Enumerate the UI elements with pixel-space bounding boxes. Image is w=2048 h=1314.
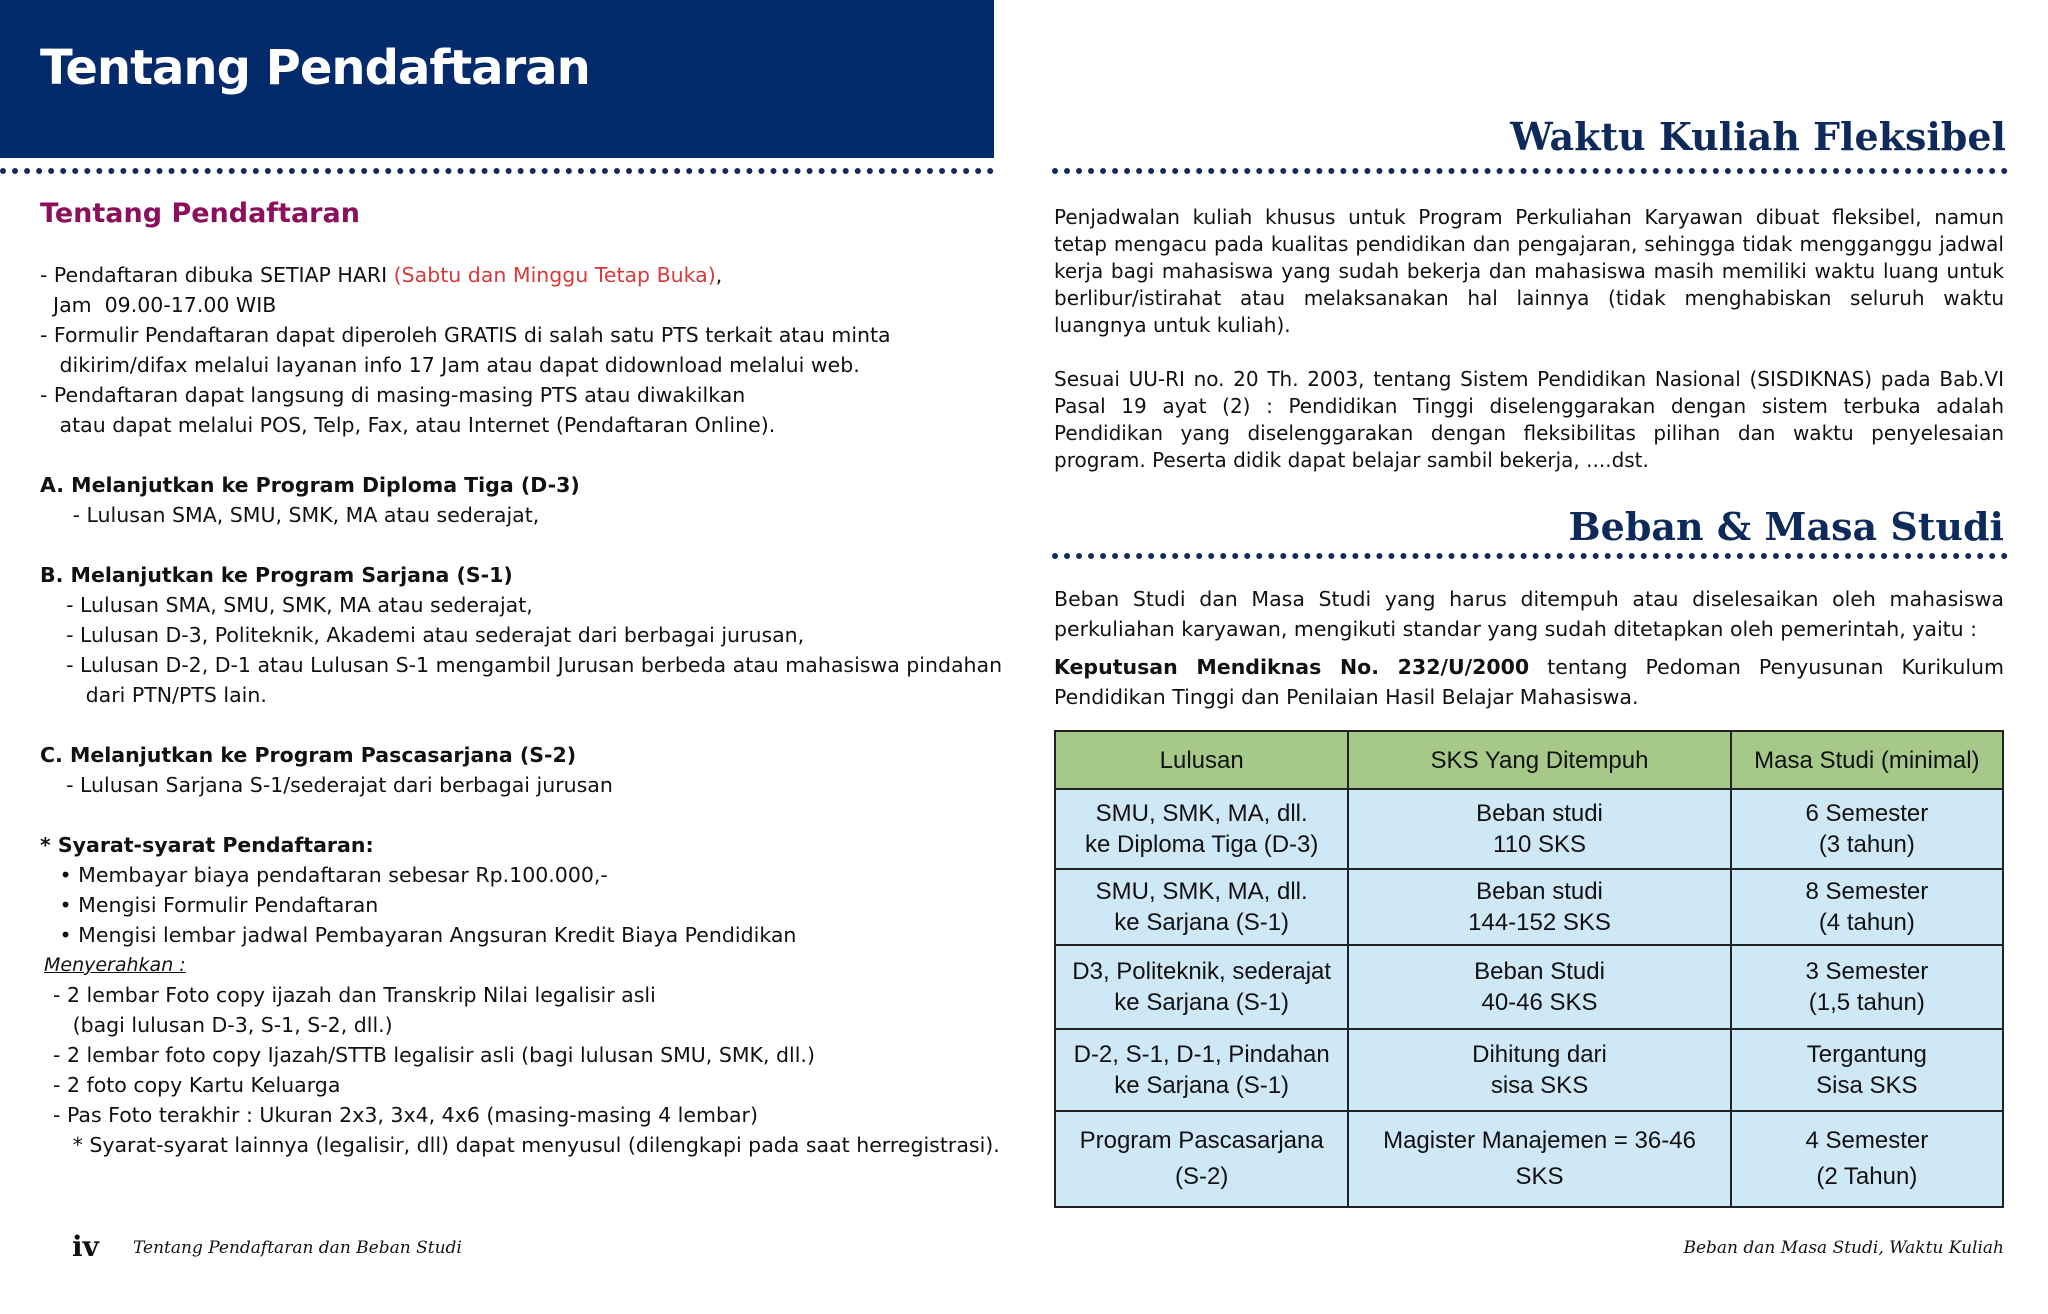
submit-item: - Pas Foto terakhir : Ukuran 2x3, 3x4, 4x6 (masing-masing 4 lembar): [40, 1103, 758, 1127]
registration-info: [40, 260, 1003, 1160]
program-c-item: - Lulusan Sarjana S-1/sederajat dari berbagai jurusan: [40, 773, 613, 797]
text: tentang Pedoman Penyusunan Kurikulum Pendidikan Tinggi dan Penilaian Hasil Belajar Mahasiswa.: [1054, 655, 2004, 709]
table-row: [1055, 789, 2003, 869]
requirements-title: * Syarat-syarat Pendaftaran:: [40, 833, 374, 857]
page-title: Tentang Pendaftaran: [40, 40, 590, 96]
submit-item: * Syarat-syarat lainnya (legalisir, dll) dapat menyusul (dilengkapi pada saat herregistrasi).: [40, 1133, 1000, 1157]
column-header: Masa Studi (minimal): [1731, 731, 2003, 789]
table-cell: Program Pascasarjana (S-2): [1055, 1111, 1348, 1207]
right-dotted-divider: [1052, 168, 2008, 174]
program-b-title: B. Melanjutkan ke Program Sarjana (S-1): [40, 563, 513, 587]
info-line: Jam 09.00-17.00 WIB: [40, 293, 277, 317]
table-cell: D3, Politeknik, sederajat ke Sarjana (S-1): [1055, 945, 1348, 1029]
program-b-item: - Lulusan D-3, Politeknik, Akademi atau sederajat dari berbagai jurusan,: [40, 623, 805, 647]
table-cell: 4 Semester (2 Tahun): [1731, 1111, 2003, 1207]
info-line: atau dapat melalui POS, Telp, Fax, atau Internet (Pendaftaran Online).: [40, 413, 776, 437]
submit-item: (bagi lulusan D-3, S-1, S-2, dll.): [40, 1013, 393, 1037]
program-c-title: C. Melanjutkan ke Program Pascasarjana (S-2): [40, 743, 577, 767]
table-row: [1055, 1111, 2003, 1207]
table-row: [1055, 1029, 2003, 1111]
info-line: - Formulir Pendaftaran dapat diperoleh GRATIS di salah satu PTS terkait atau minta: [40, 323, 891, 347]
table-cell: Beban studi 110 SKS: [1348, 789, 1730, 869]
table-row: [1055, 945, 2003, 1029]
beban-heading: Beban & Masa Studi: [1568, 504, 2004, 549]
submit-item: - 2 foto copy Kartu Keluarga: [40, 1073, 341, 1097]
table-cell: Beban Studi 40-46 SKS: [1348, 945, 1730, 1029]
program-a-title: A. Melanjutkan ke Program Diploma Tiga (D-3): [40, 473, 580, 497]
footer-right: Beban dan Masa Studi, Waktu Kuliah: [1683, 1238, 2004, 1258]
column-header: SKS Yang Ditempuh: [1348, 731, 1730, 789]
table-cell: SMU, SMK, MA, dll. ke Diploma Tiga (D-3): [1055, 789, 1348, 869]
spacer: [40, 440, 990, 470]
text: - Pendaftaran dibuka SETIAP HARI: [40, 263, 394, 287]
spacer: [40, 530, 990, 560]
program-b-item: - Lulusan D-2, D-1 atau Lulusan S-1 mengambil Jurusan berbeda atau mahasiswa pindahan: [40, 653, 1003, 677]
table-row: [1055, 869, 2003, 945]
program-b-item: - Lulusan SMA, SMU, SMK, MA atau sederajat,: [40, 593, 533, 617]
section-heading: Tentang Pendaftaran: [40, 198, 360, 229]
submit-item: - 2 lembar foto copy Ijazah/STTB legalisir asli (bagi lulusan SMU, SMK, dll.): [40, 1043, 815, 1067]
weekend-note: (Sabtu dan Minggu Tetap Buka): [393, 263, 716, 287]
page-number: iv: [72, 1230, 99, 1263]
footer-left: Tentang Pendaftaran dan Beban Studi: [133, 1238, 462, 1258]
beban-paragraph-1: Beban Studi dan Masa Studi yang harus ditempuh atau diselesaikan oleh mahasiswa perkuliahan karyawan, mengikuti standar yang sudah ditetapkan oleh pemerintah, yaitu :: [1054, 587, 2004, 641]
table-header-row: [1055, 731, 2003, 789]
text: ,: [715, 263, 723, 287]
info-line: [40, 260, 990, 290]
waktu-paragraph-2: Sesuai UU-RI no. 20 Th. 2003, tentang Sistem Pendidikan Nasional (SISDIKNAS) pada Bab.VI Pasal 19 ayat (2) : Pendidikan Tinggi diselenggarakan dengan sistem terbuka adalah Pendidikan yang diselenggarakan dengan fleksibilitas pilihan dan waktu penyelesaian program. Peserta didik dapat belajar sambil bekerja, ....dst.: [1054, 367, 2004, 472]
requirement-item: • Mengisi lembar jadwal Pembayaran Angsuran Kredit Biaya Pendidikan: [40, 923, 797, 947]
table-cell: Magister Manajemen = 36-46 SKS: [1348, 1111, 1730, 1207]
column-header: Lulusan: [1055, 731, 1348, 789]
beban-paragraph-2: [1054, 652, 2004, 712]
program-a-item: - Lulusan SMA, SMU, SMK, MA atau sederajat,: [40, 503, 540, 527]
info-line: dikirim/difax melalui layanan info 17 Jam atau dapat didownload melalui web.: [40, 353, 860, 377]
program-b-item: dari PTN/PTS lain.: [40, 683, 267, 707]
table-cell: SMU, SMK, MA, dll. ke Sarjana (S-1): [1055, 869, 1348, 945]
submit-title: Menyerahkan :: [44, 954, 186, 976]
left-dotted-divider: [0, 168, 994, 174]
table-cell: 8 Semester (4 tahun): [1731, 869, 2003, 945]
table-cell: 6 Semester (3 tahun): [1731, 789, 2003, 869]
table-cell: D-2, S-1, D-1, Pindahan ke Sarjana (S-1): [1055, 1029, 1348, 1111]
submit-item: - 2 lembar Foto copy ijazah dan Transkrip Nilai legalisir asli: [40, 983, 656, 1007]
requirement-item: • Membayar biaya pendaftaran sebesar Rp.100.000,-: [40, 863, 608, 887]
table-cell: Dihitung dari sisa SKS: [1348, 1029, 1730, 1111]
decree-reference: Keputusan Mendiknas No. 232/U/2000: [1054, 655, 1530, 679]
requirement-item: • Mengisi Formulir Pendaftaran: [40, 893, 379, 917]
right-dotted-divider-2: [1052, 553, 2008, 559]
info-line: - Pendaftaran dapat langsung di masing-masing PTS atau diwakilkan: [40, 383, 746, 407]
spacer: [40, 800, 990, 830]
table-cell: Beban studi 144-152 SKS: [1348, 869, 1730, 945]
waktu-heading: Waktu Kuliah Fleksibel: [1510, 114, 2006, 159]
table-cell: 3 Semester (1,5 tahun): [1731, 945, 2003, 1029]
waktu-paragraph-1: Penjadwalan kuliah khusus untuk Program Perkuliahan Karyawan dibuat fleksibel, namun tetap mengacu pada kualitas pendidikan dan pengajaran, sehingga tidak mengganggu jadwal kerja bagi mahasiswa yang sudah bekerja dan mahasiswa masih memiliki waktu luang untuk berlibur/istirahat atau melaksanakan hal lainnya (tidak menghabiskan seluruh waktu luangnya untuk kuliah).: [1054, 205, 2004, 337]
spacer: [40, 710, 990, 740]
study-load-table: [1054, 730, 2004, 1208]
table-cell: Tergantung Sisa SKS: [1731, 1029, 2003, 1111]
